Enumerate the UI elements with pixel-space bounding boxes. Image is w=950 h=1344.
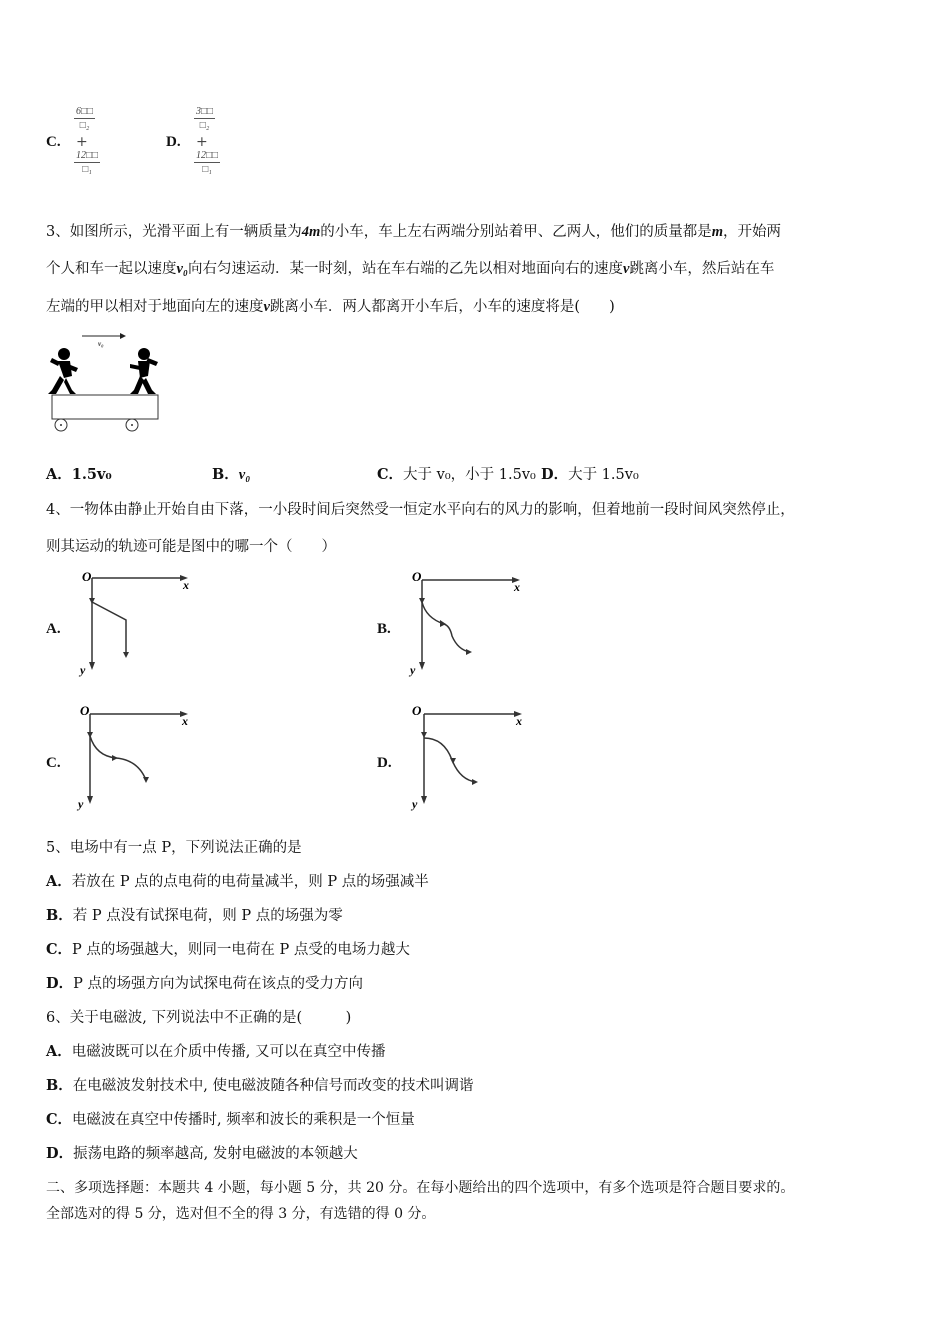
- q4-option-c-label: C.: [46, 755, 61, 771]
- svg-text:y: y: [410, 663, 416, 677]
- q5-option-b: B．若 P 点没有试探电荷，则 P 点的场强为零: [46, 907, 343, 924]
- q6-stem: 6、关于电磁波, 下列说法中不正确的是( ): [46, 1010, 352, 1026]
- q5-stem: 5、电场中有一点 P，下列说法正确的是: [46, 840, 302, 856]
- q4-trajectory-c: [76, 700, 201, 815]
- svg-text:y: y: [412, 797, 418, 811]
- q6-option-b: B．在电磁波发射技术中, 使电磁波随各种信号而改变的技术叫调谐: [46, 1077, 474, 1094]
- svg-text:x: x: [516, 714, 522, 728]
- q3-option-a: A．1.5v₀: [46, 466, 112, 483]
- fraction: $\frac{12□□}{\text{□₁}}$: [76, 150, 99, 175]
- svg-text:O: O: [412, 569, 422, 584]
- svg-text:x: x: [183, 578, 189, 592]
- person-right-icon: [130, 348, 158, 394]
- q6-option-a: A．电磁波既可以在介质中传播, 又可以在真空中传播: [46, 1043, 386, 1060]
- q4-trajectory-a: [76, 566, 196, 681]
- section-2-heading-line-1: 二、多项选择题：本题共 4 小题，每小题 5 分，共 20 分。在每小题给出的四个选项中，有多个选项是符合题目要求的。: [46, 1180, 795, 1196]
- fraction: $\frac{3□□}{\text{□₂}}$: [196, 106, 214, 131]
- svg-text:O: O: [80, 703, 90, 718]
- q3-option-d: D．大于 1.5v₀: [541, 466, 639, 483]
- q4-option-a-label: A.: [46, 621, 61, 637]
- q5-option-d: D．P 点的场强方向为试探电荷在该点的受力方向: [46, 975, 363, 992]
- q4-option-d-label: D.: [377, 755, 392, 771]
- q4-option-b-label: B.: [377, 621, 391, 637]
- q3-stem-line-3: 左端的甲以相对于地面向左的速度v跳离小车．两人都离开小车后，小车的速度将是( ): [46, 299, 615, 315]
- svg-text:x: x: [514, 580, 520, 594]
- person-left-icon: [48, 348, 78, 394]
- fraction: $\frac{6□□}{\text{□₂}}$: [76, 106, 94, 131]
- svg-text:O: O: [412, 703, 422, 718]
- svg-text:y: y: [78, 797, 84, 811]
- q4-stem-line-1: 4、一物体由静止开始自由下落，一小段时间后突然受一恒定水平向右的风力的影响，但着地前一段时间风突然停止，: [46, 502, 795, 518]
- svg-text:v₀: v₀: [98, 340, 104, 348]
- q3-option-b: B．v₀: [212, 466, 251, 483]
- cart-with-people-illustration: [44, 328, 164, 433]
- option-label: D.: [166, 134, 181, 150]
- q3-stem-line-2: 个人和车一起以速度v₀向右匀速运动．某一时刻，站在车右端的乙先以相对地面向右的速度v跳离小车，然后站在车: [46, 261, 775, 277]
- q3-option-c: C．大于 v₀，小于 1.5v₀: [377, 466, 536, 483]
- svg-text:y: y: [80, 663, 86, 677]
- option-label: C.: [46, 134, 61, 150]
- q4-stem-line-2: 则其运动的轨迹可能是图中的哪一个（ ）: [46, 539, 336, 555]
- q6-option-c: C．电磁波在真空中传播时, 频率和波长的乘积是一个恒量: [46, 1111, 415, 1128]
- q6-option-d: D．振荡电路的频率越高, 发射电磁波的本领越大: [46, 1145, 358, 1162]
- q5-option-c: C．P 点的场强越大，则同一电荷在 P 点受的电场力越大: [46, 941, 410, 958]
- q4-trajectory-b: [406, 566, 531, 681]
- svg-text:O: O: [82, 569, 92, 584]
- q3-stem-line-1: 3、如图所示，光滑平面上有一辆质量为4m的小车，车上左右两端分别站着甲、乙两人，他们的质量都是m，开始两: [46, 224, 782, 240]
- section-2-heading-line-2: 全部选对的得 5 分，选对但不全的得 3 分，有选错的得 0 分。: [46, 1206, 436, 1222]
- q4-trajectory-d: [406, 700, 531, 815]
- q5-option-a: A．若放在 P 点的点电荷的电荷量减半，则 P 点的场强减半: [46, 873, 429, 890]
- cart-figure: [44, 328, 164, 433]
- svg-text:x: x: [182, 714, 188, 728]
- fraction: $\frac{12□□}{\text{□₁}}$: [196, 150, 219, 175]
